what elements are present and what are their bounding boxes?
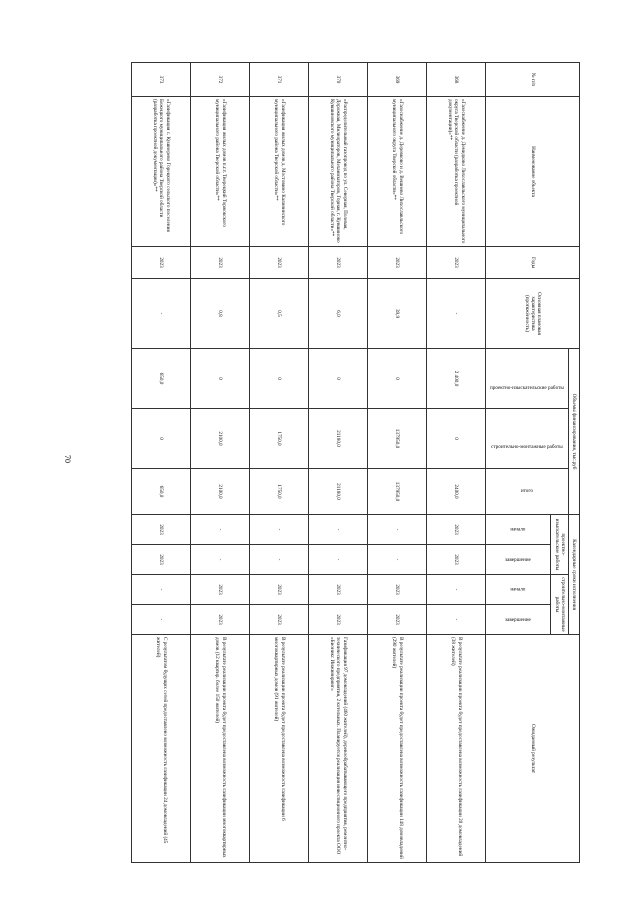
header-result: Ожидаемый результат [486,635,580,863]
header-measure: Основная плановая характеристика (протяжённость) [486,279,580,349]
cell-smr-end: 2023 [191,605,250,635]
cell-measure: 6,0 [309,279,368,349]
cell-result: В результате реализации проекта будет предоставлена возможность газификации многоквартирных домов (12 квартир. более 150 жителей) [191,635,250,863]
cell-smr-end: 2023 [368,605,427,635]
cell-year: 2023 [132,247,191,279]
cell-year: 2023 [309,247,368,279]
rotated-table-wrapper [110,62,580,862]
objects-table [131,62,580,863]
cell-pir-end: - [368,545,427,575]
cell-pir-start: 2023 [132,515,191,545]
cell-name: «Газификация жилых домов д. Мостовино Калининского муниципального района Тверской области»** [250,97,309,247]
cell-name: «Газификация с. Кушнерево Горецкого сельского поселения Бежецкого муниципального района Тверской области (разработка проектной документации)»** [132,97,191,247]
cell-result: В результате реализации проекта будет предоставлена возможность газификации 20 домовладений (38 жителей) [427,635,486,863]
cell-fin-total: 21180,0 [309,469,368,515]
cell-measure: 0,8 [191,279,250,349]
cell-year: 2023 [191,247,250,279]
cell-fin-smr: 0 [132,409,191,469]
header-pir-end: завершение [486,545,551,575]
header-finance: Объемы финансирования, тыс.руб [568,349,579,515]
cell-measure: - [132,279,191,349]
header-year: Годы [486,247,580,279]
cell-measure: - [427,279,486,349]
header-num: № п/п [486,63,580,97]
cell-fin-smr: 137950,0 [368,409,427,469]
cell-fin-total: 2100,0 [191,469,250,515]
cell-fin-pir: 0 [309,349,368,409]
table-row [427,63,486,863]
cell-result: В результате реализации проекта будет предоставлена возможность газификации 6 многоквартирных домов (91 жителей) [250,635,309,863]
cell-smr-start: 2023 [250,575,309,605]
cell-fin-pir: 650,0 [132,349,191,409]
cell-fin-pir: 2 400,0 [427,349,486,409]
cell-pir-start: - [368,515,427,545]
header-sch-pir: проектно-изыскательские работы [551,515,568,575]
table-row [250,63,309,863]
cell-smr-start: 2023 [368,575,427,605]
header-fin-smr: строительно-монтажные работы [486,409,568,469]
cell-smr-start: 2023 [309,575,368,605]
cell-fin-total: 2400,0 [427,469,486,515]
cell-num: 373 [132,63,191,97]
cell-fin-smr: 21180,0 [309,409,368,469]
cell-result: В результате реализации проекта будет предоставлена возможность газификации 148 домовладений (290 жителей) [368,635,427,863]
table-row [191,63,250,863]
cell-num: 371 [250,63,309,97]
table-row [309,63,368,863]
cell-smr-end: - [427,605,486,635]
cell-pir-start: - [309,515,368,545]
cell-name: «Распределительный газопровод по ул. Северная, Полевая, Дорожная, Милиораторов, Механизаторов, Горная, г. Кувшиново Кувшиновского муниципального района Тверской области»** [309,97,368,247]
header-fin-total: итого [486,469,568,515]
cell-year: 2023 [368,247,427,279]
cell-smr-start: - [132,575,191,605]
cell-measure: 39,9 [368,279,427,349]
cell-smr-end: 2023 [250,605,309,635]
cell-pir-start: - [250,515,309,545]
header-schedule: Календарные сроки исполнения [568,515,579,635]
cell-pir-end: 2023 [427,545,486,575]
header-sch-smr: строительно-монтажные работы [551,575,568,635]
cell-num: 368 [427,63,486,97]
cell-year: 2023 [427,247,486,279]
cell-fin-smr: 1750,0 [250,409,309,469]
header-smr-start: начало [486,575,551,605]
header-smr-end: завершение [486,605,551,635]
cell-pir-end: - [309,545,368,575]
header-fin-pir: проектно-изыскательские работы [486,349,568,409]
table-row [368,63,427,863]
cell-pir-start: - [191,515,250,545]
cell-fin-total: 650,0 [132,469,191,515]
cell-fin-pir: 0 [368,349,427,409]
cell-smr-end: - [132,605,191,635]
cell-pir-end: 2023 [132,545,191,575]
cell-name: «Газификация жилых домов п.г.т. Тверецкий Торжокского муниципального района Тверской области»** [191,97,250,247]
cell-name: «Газоснабжение д. Демидково Лихославльского муниципального округа Тверской области (разработка проектной документации)»** [427,97,486,247]
cell-result: Газификация 97 домовладений (460 жителей), деревообрабатывающего предприятия, ремонтно-технического предприятия, 2 котельных. Планируется реализация инвестиционного проекта ООО «Бионикс Инжиниринг» [309,635,368,863]
page-number: 70 [63,455,72,463]
cell-year: 2023 [250,247,309,279]
cell-pir-start: 2023 [427,515,486,545]
cell-smr-end: 2023 [309,605,368,635]
cell-pir-end: - [191,545,250,575]
cell-fin-pir: 0 [250,349,309,409]
cell-smr-start: - [427,575,486,605]
header-pir-start: начало [486,515,551,545]
cell-fin-total: 137950,0 [368,469,427,515]
table-row [132,63,191,863]
cell-fin-smr: 2100,0 [191,409,250,469]
cell-num: 369 [368,63,427,97]
cell-fin-pir: 0 [191,349,250,409]
cell-measure: 0,5 [250,279,309,349]
cell-num: 370 [309,63,368,97]
cell-smr-start: 2023 [191,575,250,605]
cell-fin-smr: 0 [427,409,486,469]
cell-name: «Газоснабжение д. Деревково и д. Вешнево Лихославльского муниципального округа Тверской области»** [368,97,427,247]
cell-fin-total: 1750,0 [250,469,309,515]
cell-result: С результатом будущих сетей предоставлено возможность газификации 24 домовладений (45 жителей) [132,635,191,863]
cell-pir-end: - [250,545,309,575]
cell-num: 372 [191,63,250,97]
header-name: Наименование объекта [486,97,580,247]
